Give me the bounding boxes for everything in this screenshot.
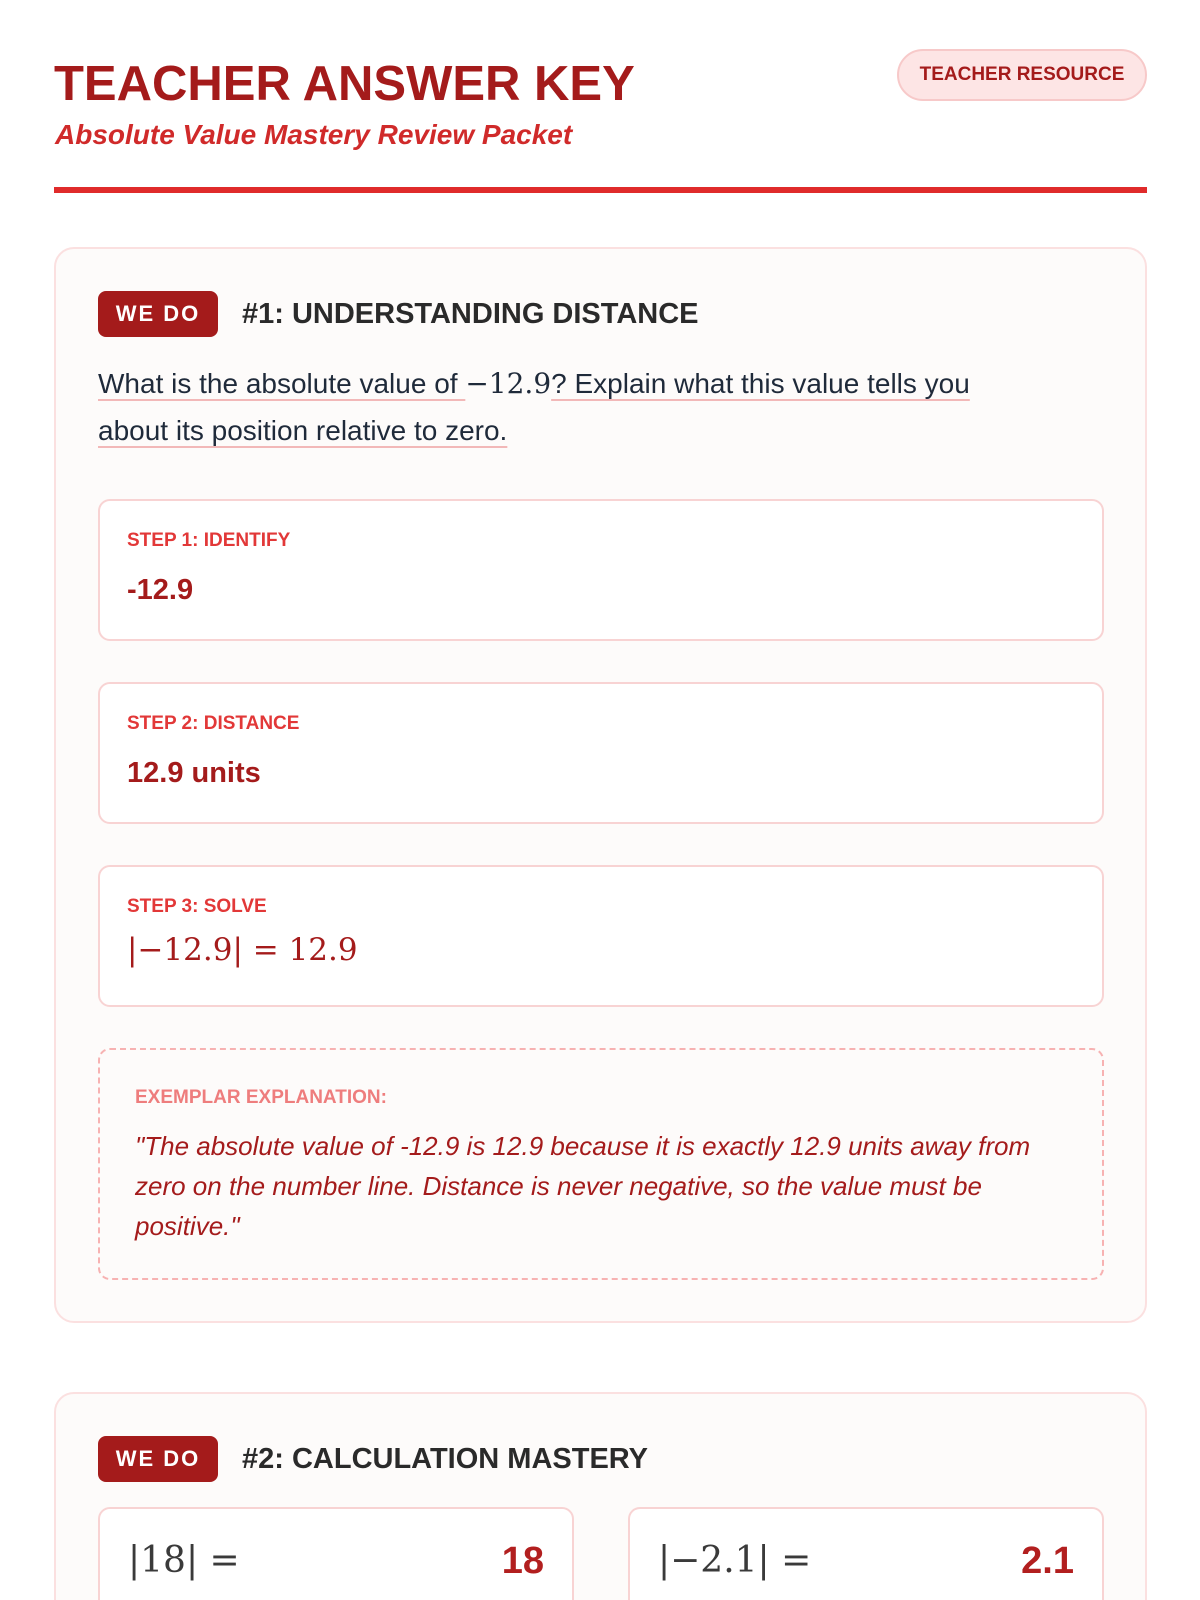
page-subtitle: Absolute Value Mastery Review Packet bbox=[55, 119, 573, 150]
we-do-tag: WE DO bbox=[98, 1436, 218, 1482]
step-label: STEP 3: SOLVE bbox=[127, 896, 267, 917]
we-do-tag: WE DO bbox=[98, 291, 218, 337]
step-value: -12.9 bbox=[127, 574, 194, 606]
header-divider bbox=[54, 187, 1147, 193]
problem-2-card bbox=[54, 1392, 1147, 1600]
calculation-box bbox=[628, 1507, 1104, 1600]
question-math: −12.9 bbox=[465, 367, 552, 400]
calculation-answer: 2.1 bbox=[1021, 1540, 1074, 1582]
calculation-answer: 18 bbox=[501, 1540, 544, 1582]
problem-1-title: #1: UNDERSTANDING DISTANCE bbox=[242, 298, 699, 330]
step-label: STEP 1: IDENTIFY bbox=[127, 530, 291, 551]
exemplar-explanation-box bbox=[98, 1048, 1104, 1280]
step-value: 12.9 units bbox=[127, 757, 261, 789]
exemplar-label: EXEMPLAR EXPLANATION: bbox=[135, 1087, 387, 1108]
step-value: |−12.9| = 12.9 bbox=[127, 932, 358, 968]
exemplar-text: "The absolute value of -12.9 is 12.9 because it is exactly 12.9 units away from zero on the number line. Distance is never negative, so the value must be positive." bbox=[135, 1131, 1031, 1241]
problem-1-question bbox=[98, 360, 1078, 454]
calculation-expression: |−2.1| = bbox=[658, 1540, 812, 1581]
page-header bbox=[54, 48, 1147, 196]
problem-1-card bbox=[54, 247, 1147, 1323]
page-title: TEACHER ANSWER KEY bbox=[54, 57, 635, 111]
teacher-resource-badge: TEACHER RESOURCE bbox=[897, 49, 1147, 101]
step-identify-box bbox=[98, 499, 1104, 641]
calculation-expression: |18| = bbox=[128, 1540, 240, 1581]
question-text-line2: about its position relative to zero. bbox=[98, 415, 508, 446]
calculation-box bbox=[98, 1507, 574, 1600]
question-text-end: ? Explain what this value tells you bbox=[551, 368, 970, 399]
step-distance-box bbox=[98, 682, 1104, 824]
problem-2-title: #2: CALCULATION MASTERY bbox=[242, 1443, 648, 1475]
step-label: STEP 2: DISTANCE bbox=[127, 713, 300, 734]
question-text-start: What is the absolute value of bbox=[98, 368, 466, 399]
step-solve-box bbox=[98, 865, 1104, 1007]
